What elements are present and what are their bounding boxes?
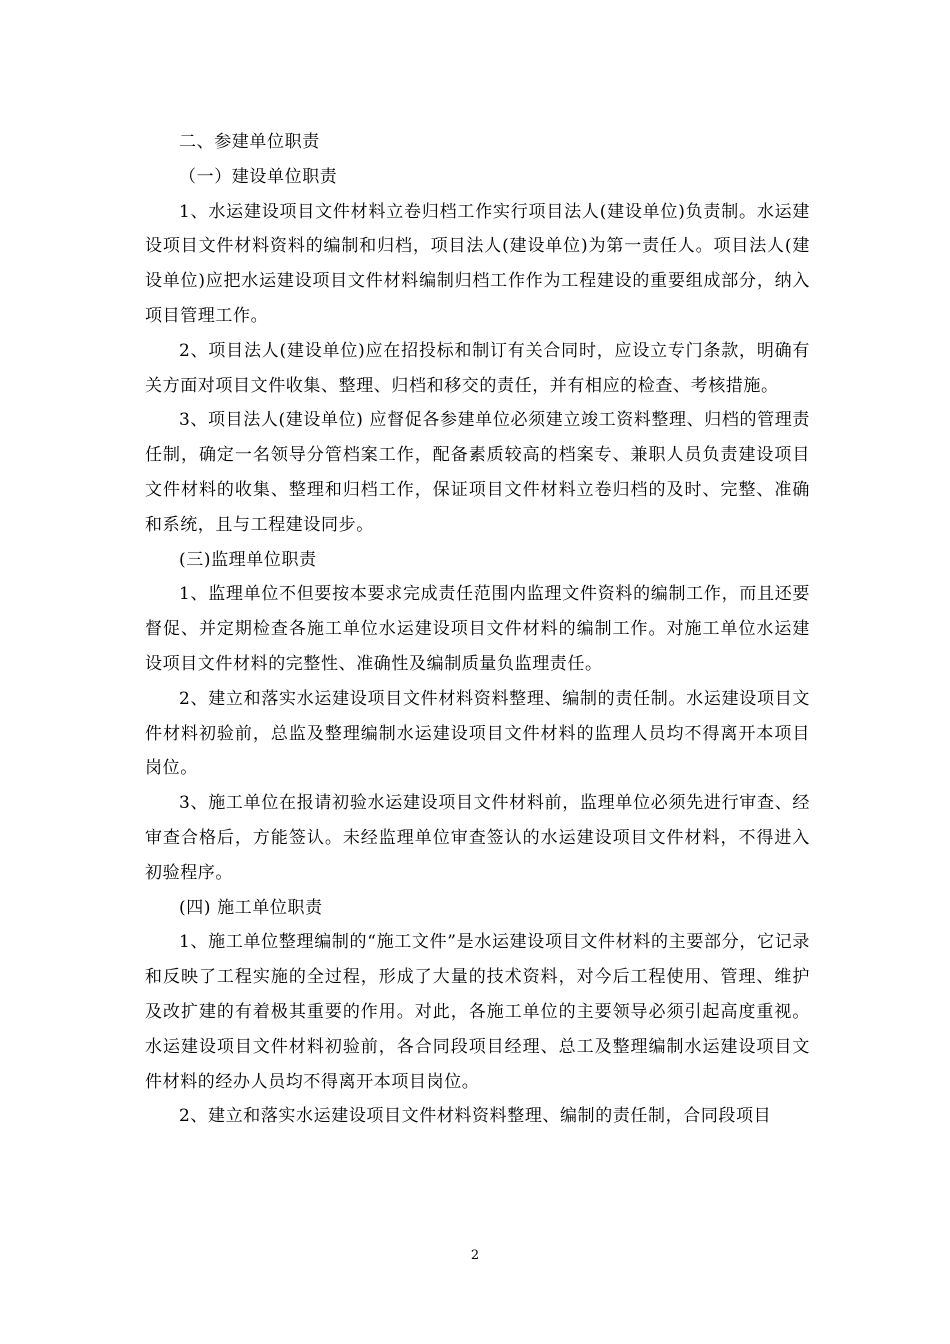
subsection-heading-contractor-unit: (四) 施工单位职责 bbox=[179, 897, 323, 918]
subsection-heading-supervision-unit: (三)监理单位职责 bbox=[179, 549, 317, 570]
subsection-heading-construction-unit: （一）建设单位职责 bbox=[179, 166, 338, 187]
paragraph: 1、水运建设项目文件材料立卷归档工作实行项目法人(建设单位)负责制。水运建设项目文件材料资料的编制和归档，项目法人(建设单位)为第一责任人。项目法人(建设单位)应把水运建设项目文件材料编制归档工作作为工程建设的重要组成部分，纳入项目管理工作。 bbox=[145, 201, 810, 326]
paragraph: 2、项目法人(建设单位)应在招投标和制订有关合同时，应设立专门条款，明确有关方面对项目文件收集、整理、归档和移交的责任，并有相应的检查、考核措施。 bbox=[145, 340, 810, 396]
paragraph: 2、建立和落实水运建设项目文件材料资料整理、编制的责任制。水运建设项目文件材料初验前，总监及整理编制水运建设项目文件材料的监理人员均不得离开本项目岗位。 bbox=[145, 688, 810, 779]
paragraph: 2、建立和落实水运建设项目文件材料资料整理、编制的责任制，合同段项目 bbox=[179, 1106, 772, 1127]
section-heading: 二、参建单位职责 bbox=[179, 132, 320, 152]
page-number: 2 bbox=[470, 1248, 480, 1263]
paragraph: 1、施工单位整理编制的“施工文件”是水运建设项目文件材料的主要部分，它记录和反映了工程实施的全过程，形成了大量的技术资料，对今后工程使用、管理、维护及改扩建的有着极其重要的作用。对此，各施工单位的主要领导必须引起高度重视。水运建设项目文件材料初验前，各合同段项目经理、总工及整理编制水运建设项目文件材料的经办人员均不得离开本项目岗位。 bbox=[145, 932, 810, 1092]
document-body bbox=[145, 125, 810, 1134]
paragraph: 3、施工单位在报请初验水运建设项目文件材料前，监理单位必须先进行审查、经审查合格后，方能签认。未经监理单位审查签认的水运建设项目文件材料，不得进入初验程序。 bbox=[145, 793, 810, 883]
paragraph: 3、项目法人(建设单位) 应督促各参建单位必须建立竣工资料整理、归档的管理责任制，确定一名领导分管档案工作，配备素质较高的档案专、兼职人员负责建设项目文件材料的收集、整理和归档工作，保证项目文件材料立卷归档的及时、完整、准确和系统，且与工程建设同步。 bbox=[145, 410, 810, 535]
paragraph: 1、监理单位不但要按本要求完成责任范围内监理文件资料的编制工作，而且还要督促、并定期检查各施工单位水运建设项目文件材料的编制工作。对施工单位水运建设项目文件材料的完整性、准确性及编制质量负监理责任。 bbox=[145, 584, 810, 674]
